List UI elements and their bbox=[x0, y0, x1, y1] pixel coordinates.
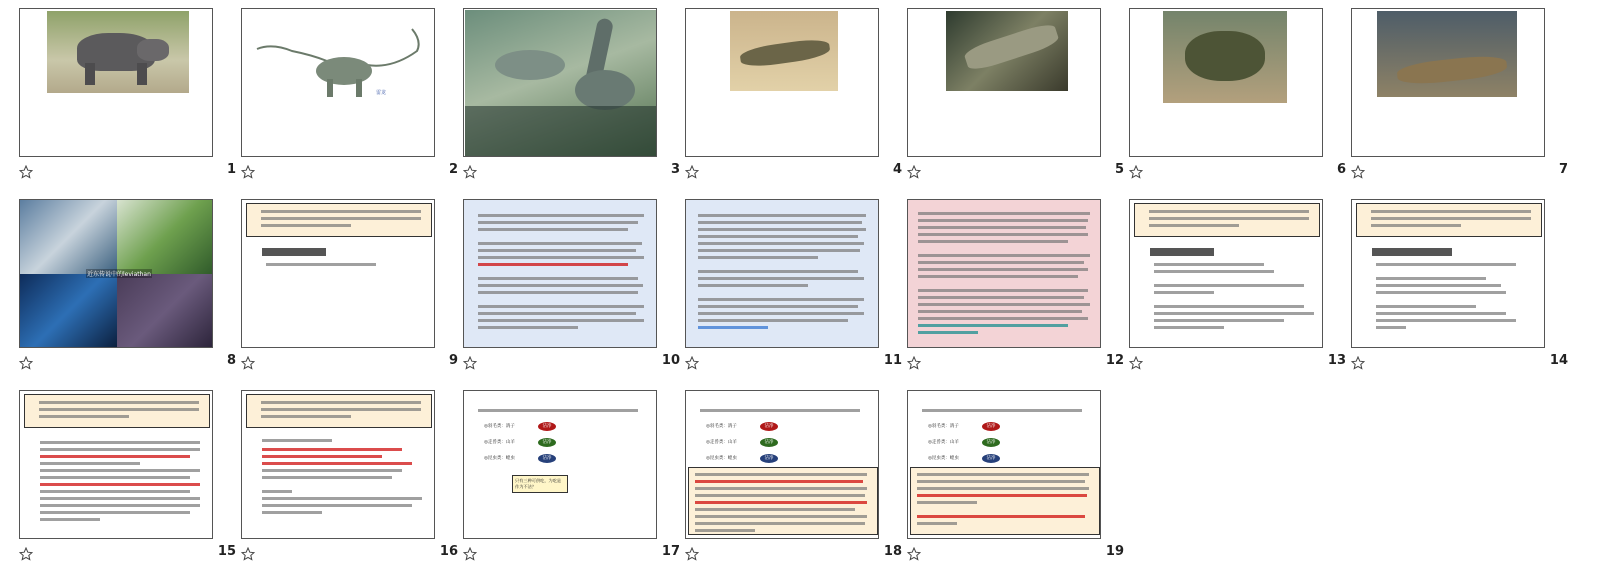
image-caption: 雷龙 bbox=[376, 90, 387, 96]
item-text: ◎羽毛类：鸽子 bbox=[928, 424, 959, 429]
status-pill: 洁净 bbox=[760, 438, 778, 447]
slide-number: 8 bbox=[226, 353, 236, 368]
quote-box bbox=[246, 203, 432, 237]
star-icon bbox=[19, 547, 33, 561]
slide-number: 2 bbox=[448, 162, 458, 177]
star-icon bbox=[907, 547, 921, 561]
slide-thumbnail-1[interactable] bbox=[19, 8, 242, 184]
slide-preview bbox=[1351, 8, 1545, 157]
slide-preview bbox=[685, 390, 879, 539]
star-icon bbox=[685, 165, 699, 179]
slide-preview bbox=[463, 199, 657, 348]
slide-thumbnail-8[interactable] bbox=[19, 199, 242, 375]
slide-number: 14 bbox=[1549, 353, 1568, 368]
leviathan-image-2 bbox=[117, 200, 213, 274]
star-icon bbox=[685, 356, 699, 370]
slide-thumbnail-18[interactable] bbox=[685, 390, 908, 566]
star-icon bbox=[1129, 356, 1143, 370]
crocodile-image bbox=[1163, 11, 1287, 103]
slide-thumbnail-7[interactable] bbox=[1351, 8, 1574, 184]
slide-preview bbox=[907, 390, 1101, 539]
item-text: ◎走兽类：山羊 bbox=[928, 440, 959, 445]
slide-thumbnail-16[interactable] bbox=[241, 390, 464, 566]
star-icon bbox=[1129, 165, 1143, 179]
slide-thumbnail-9[interactable] bbox=[241, 199, 464, 375]
star-icon bbox=[19, 165, 33, 179]
slide-thumbnail-5[interactable] bbox=[907, 8, 1130, 184]
star-icon bbox=[463, 547, 477, 561]
slide-number: 3 bbox=[670, 162, 680, 177]
slide-preview bbox=[463, 390, 657, 539]
item-text: ◎昆虫类：蝗虫 bbox=[484, 456, 515, 461]
slide-preview bbox=[907, 8, 1101, 157]
slide-preview bbox=[1351, 199, 1545, 348]
slide-number: 1 bbox=[226, 162, 236, 177]
slide-preview bbox=[19, 8, 213, 157]
callout-box: 只有三种可供吃，为吃是作为不洁？ bbox=[512, 475, 568, 493]
star-icon bbox=[1351, 356, 1365, 370]
item-text: ◎昆虫类：蝗虫 bbox=[706, 456, 737, 461]
section-heading bbox=[1372, 248, 1452, 256]
slide-preview bbox=[1129, 199, 1323, 348]
brontosaurus-drawing bbox=[252, 21, 427, 101]
star-icon bbox=[241, 547, 255, 561]
slide-thumbnail-11[interactable] bbox=[685, 199, 908, 375]
image-caption: 近东传说中的leviathan bbox=[87, 271, 151, 278]
quote-box bbox=[1356, 203, 1542, 237]
slide-number: 16 bbox=[439, 544, 458, 559]
item-text: ◎昆虫类：蝗虫 bbox=[928, 456, 959, 461]
star-icon bbox=[685, 547, 699, 561]
slide-thumbnail-12[interactable] bbox=[907, 199, 1130, 375]
star-icon bbox=[1351, 165, 1365, 179]
slide-number: 15 bbox=[217, 544, 236, 559]
status-pill: 洁净 bbox=[538, 454, 556, 463]
item-text: ◎羽毛类：鸽子 bbox=[706, 424, 737, 429]
star-icon bbox=[241, 165, 255, 179]
slide-thumbnail-13[interactable] bbox=[1129, 199, 1352, 375]
quote-box bbox=[1134, 203, 1320, 237]
status-pill: 洁净 bbox=[760, 422, 778, 431]
slide-preview bbox=[241, 199, 435, 348]
slide-preview bbox=[1129, 8, 1323, 157]
slide-number: 17 bbox=[661, 544, 680, 559]
slide-preview bbox=[241, 8, 435, 157]
star-icon bbox=[907, 165, 921, 179]
slide-thumbnail-17[interactable] bbox=[463, 390, 686, 566]
slide-preview bbox=[463, 8, 657, 157]
slide-number: 19 bbox=[1105, 544, 1124, 559]
note-box bbox=[910, 467, 1100, 535]
slide-preview bbox=[685, 199, 879, 348]
item-text: ◎羽毛类：鸽子 bbox=[484, 424, 515, 429]
star-icon bbox=[907, 356, 921, 370]
status-pill: 洁净 bbox=[982, 454, 1000, 463]
slide-preview bbox=[19, 390, 213, 539]
slide-number: 18 bbox=[883, 544, 902, 559]
slide-number: 12 bbox=[1105, 353, 1124, 368]
crocodile-image bbox=[730, 11, 838, 91]
leviathan-image-1 bbox=[20, 200, 117, 274]
slide-number: 4 bbox=[892, 162, 902, 177]
slide-thumbnail-15[interactable] bbox=[19, 390, 242, 566]
slide-preview bbox=[241, 390, 435, 539]
star-icon bbox=[241, 356, 255, 370]
dinosaur-painting bbox=[465, 10, 657, 157]
item-text: ◎走兽类：山羊 bbox=[484, 440, 515, 445]
status-pill: 洁净 bbox=[760, 454, 778, 463]
leviathan-image-3 bbox=[20, 274, 117, 348]
star-icon bbox=[463, 165, 477, 179]
slide-number: 5 bbox=[1114, 162, 1124, 177]
quote-box bbox=[246, 394, 432, 428]
slide-thumbnail-6[interactable] bbox=[1129, 8, 1352, 184]
star-icon bbox=[463, 356, 477, 370]
crocodile-image bbox=[946, 11, 1068, 91]
slide-preview bbox=[685, 8, 879, 157]
slide-number: 6 bbox=[1336, 162, 1346, 177]
quote-box bbox=[24, 394, 210, 428]
slide-preview bbox=[907, 199, 1101, 348]
slide-number: 7 bbox=[1558, 162, 1568, 177]
status-pill: 洁净 bbox=[538, 438, 556, 447]
slide-number: 9 bbox=[448, 353, 458, 368]
status-pill: 洁净 bbox=[982, 438, 1000, 447]
hippo-image bbox=[47, 11, 189, 93]
leviathan-image-4 bbox=[117, 274, 213, 348]
section-heading bbox=[1150, 248, 1214, 256]
slide-thumbnail-3[interactable] bbox=[463, 8, 686, 184]
slide-thumbnail-4[interactable] bbox=[685, 8, 908, 184]
status-pill: 洁净 bbox=[982, 422, 1000, 431]
slide-thumbnail-14[interactable] bbox=[1351, 199, 1574, 375]
slide-thumbnail-10[interactable] bbox=[463, 199, 686, 375]
slide-thumbnail-19[interactable] bbox=[907, 390, 1130, 566]
crocodile-image bbox=[1377, 11, 1517, 97]
item-text: ◎走兽类：山羊 bbox=[706, 440, 737, 445]
slide-preview bbox=[19, 199, 213, 348]
status-pill: 洁净 bbox=[538, 422, 556, 431]
slide-number: 13 bbox=[1327, 353, 1346, 368]
slide-thumbnail-2[interactable] bbox=[241, 8, 464, 184]
note-box bbox=[688, 467, 878, 535]
slide-number: 10 bbox=[661, 353, 680, 368]
section-heading bbox=[262, 248, 326, 256]
star-icon bbox=[19, 356, 33, 370]
slide-number: 11 bbox=[883, 353, 902, 368]
